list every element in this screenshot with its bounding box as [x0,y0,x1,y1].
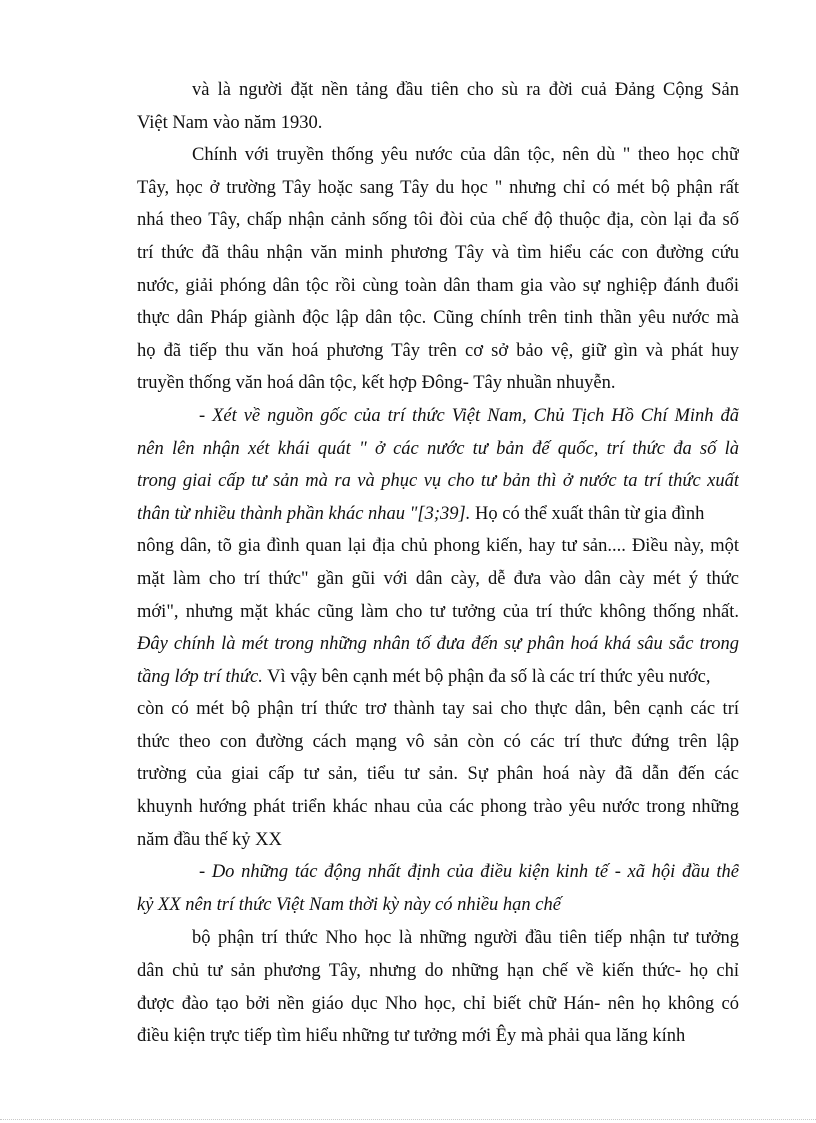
sentence: Họ có thể xuất thân từ gia đình [470,503,705,524]
page-bottom-divider [0,1119,816,1120]
text-line: nên lên nhận xét khái quát " ở các nước tư bản đế quốc, trí thức đa số là [137,438,739,459]
text-line: Tây, học ở trường Tây hoặc sang Tây du học " nhưng chỉ có mét bộ phận rất [137,177,739,198]
text-line: trường của giai cấp tư sản, tiểu tư sản. Sự phân hoá này đã dẫn đến các [137,764,739,785]
body-text [137,74,739,1053]
text-line: bộ phận trí thức Nho học là những người đầu tiên tiếp nhận tư tưởng [192,928,739,949]
text-line: mặt làm cho trí thức" gần gũi với dân cày, dễ đưa vào dân cày mét ý thức [137,568,739,589]
text-line: điều kiện trực tiếp tìm hiểu những tư tưởng mới Êy mà phải qua lăng kính [137,1026,686,1047]
text-line: còn có mét bộ phận trí thức trơ thành tay sai cho thực dân, bên cạnh các trí [137,699,739,720]
text-line: Việt Nam vào năm 1930. [137,112,323,133]
text-line: dân chủ tư sản phương Tây, nhưng do những hạn chế về kiến thức- họ chỉ [137,961,739,982]
text-line: - Xét về nguồn gốc của trí thức Việt Nam, Chủ Tịch Hồ Chí Minh đã [199,405,739,426]
text-line: nhá theo Tây, chấp nhận cảnh sống tôi đòi của chế độ thuộc địa, còn lại đa số [137,210,739,231]
text-line: mới", nhưng mặt khác cũng làm cho tư tưởng của trí thức không thống nhất. [137,601,739,622]
italic-phrase: tầng lớp trí thức. [137,666,263,687]
text-line: thực dân Pháp giành độc lập dân tộc. Cũng chính trên tinh thần yêu nước mà [137,308,739,329]
text-line: nước, giải phóng dân tộc rồi cùng toàn dân tham gia vào sự nghiệp đánh đuổi [137,275,739,296]
text-line: trong giai cấp tư sản mà ra và phục vụ cho tư bản thì ở nước ta trí thức xuất [137,471,739,492]
text-line: trí thức đã thâu nhận văn minh phương Tây và tìm hiểu các con đường cứu [137,242,739,263]
text-line: họ đã tiếp thu văn hoá phương Tây trên cơ sở bảo vệ, giữ gìn và phát huy [137,340,739,361]
sentence: Vì vậy bên cạnh mét bộ phận đa số là các trí thức yêu nước, [262,666,711,687]
text-line: thức theo con đường cách mạng vô sản còn có các trí thưc đứng trên lập [137,731,739,752]
text-line: truyền thống văn hoá dân tộc, kết hợp Đông- Tây nhuần nhuyễn. [137,373,616,394]
text-line: năm đầu thế kỷ XX [137,829,282,850]
text-line: được đào tạo bởi nền giáo dục Nho học, chỉ biết chữ Hán- nên họ không có [137,993,739,1014]
text-line: và là người đặt nền tảng đầu tiên cho sù ra đời cuả Đảng Cộng Sản [192,80,739,100]
text-line: Đây chính là mét trong những nhân tố đưa đến sự phân hoá khá sâu sắc trong [137,634,739,655]
text-line: khuynh hướng phát triển khác nhau của các phong trào yêu nước trong những [137,797,739,818]
text-line: nông dân, tõ gia đình quan lại địa chủ phong kiến, hay tư sản.... Điều này, một [137,536,739,557]
text-line: Chính với truyền thống yêu nước của dân tộc, nên dù " theo học chữ [192,145,739,166]
text-line: kỷ XX nên trí thức Việt Nam thời kỳ này có nhiều hạn chế [137,894,561,915]
text-line-mixed [137,498,739,531]
quote-end: thân từ nhiều thành phần khác nhau "[3;39]. [137,503,471,524]
text-line-mixed [137,661,739,694]
text-line: - Do những tác động nhất định của điều kiện kinh tế - xã hội đầu thế [199,862,739,883]
